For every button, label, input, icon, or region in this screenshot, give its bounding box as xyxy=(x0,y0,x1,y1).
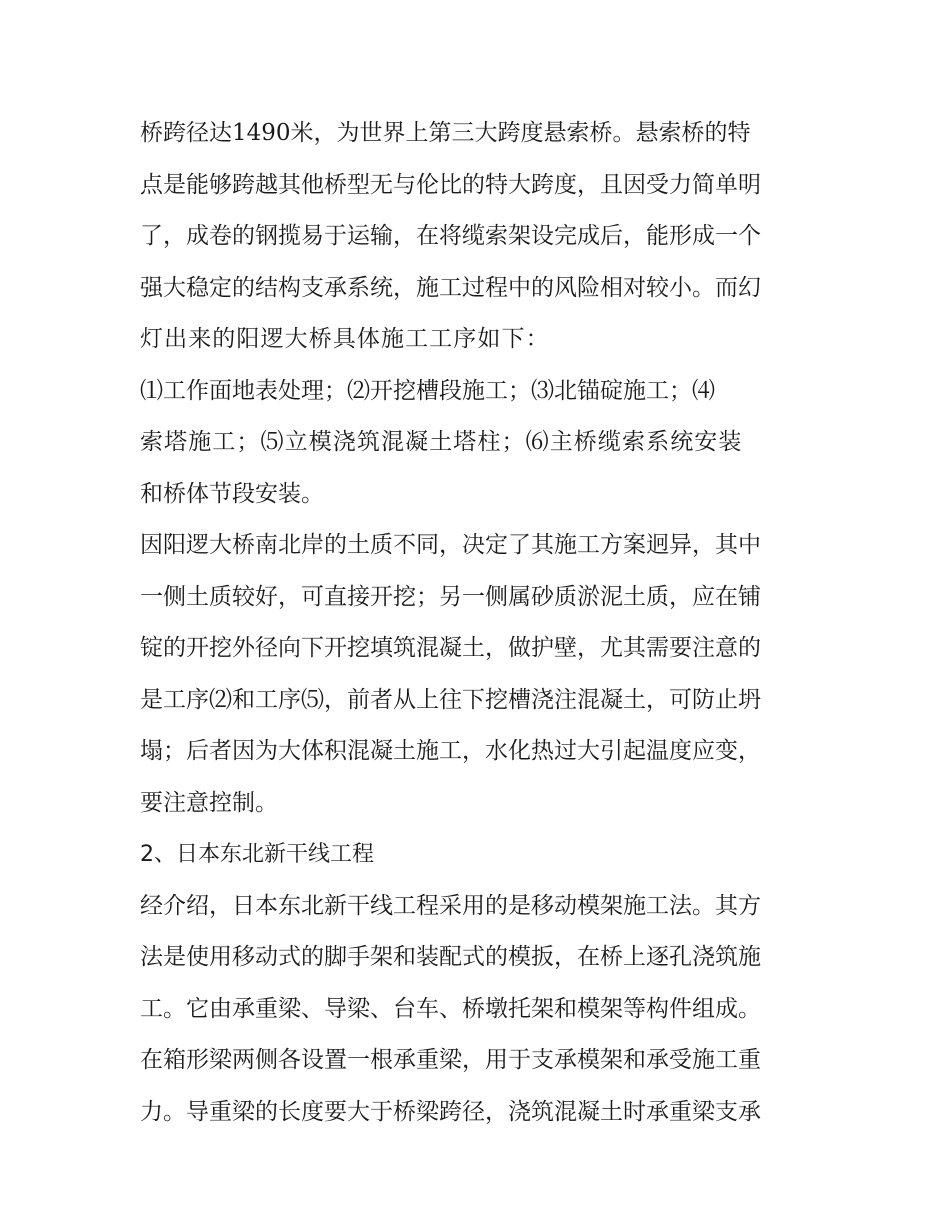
paragraph-soil-conditions xyxy=(140,520,820,829)
text-line: 一侧土质较好，可直接开挖；另一侧属砂质淤泥土质，应在铺 xyxy=(140,583,761,610)
section-title: 2、日本东北新干线工程 xyxy=(140,842,374,867)
text-line: 经介绍，日本东北新干线工程采用的是移动模架施工法。其方 xyxy=(140,892,761,919)
text-line: 锭的开挖外径向下开挖填筑混凝土，做护壁，尤其需要注意的 xyxy=(140,635,761,661)
text-line: 点是能够跨越其他桥型无与伦比的特大跨度，且因受力简单明 xyxy=(140,171,761,198)
text-line: 塌；后者因为大体积混凝土施工，水化热过大引起温度应变， xyxy=(140,738,761,764)
text-line: 和桥体节段安装。 xyxy=(140,480,324,507)
section-heading xyxy=(140,829,820,881)
paragraph-shinkansen-method xyxy=(140,881,820,1139)
text-line: 因阳逻大桥南北岸的土质不同，决定了其施工方案迥异，其中 xyxy=(140,532,761,558)
paragraph-yangluo-bridge-intro xyxy=(140,108,820,366)
text-line: 桥跨径达1490米，为世界上第三大跨度悬索桥。悬索桥的特 xyxy=(140,120,751,146)
text-line: ⑴工作面地表处理；⑵开挖槽段施工；⑶北锚碇施工；⑷ xyxy=(140,377,715,404)
text-line: 工。它由承重梁、导梁、台车、桥墩托架和模架等构件组成。 xyxy=(140,995,761,1022)
text-line: 法是使用移动式的脚手架和装配式的模扳，在桥上逐孔浇筑施 xyxy=(140,944,761,970)
paragraph-construction-steps xyxy=(140,366,820,521)
text-line: 灯出来的阳逻大桥具体施工工序如下： xyxy=(140,326,550,352)
text-line: 力。导重梁的长度要大于桥梁跨径，浇筑混凝土时承重梁支承 xyxy=(140,1098,761,1125)
text-line: 强大稳定的结构支承系统，施工过程中的风险相对较小。而幻 xyxy=(140,274,761,301)
text-line: 了，成卷的钢揽易于运输，在将缆索架设完成后，能形成一个 xyxy=(140,223,761,249)
text-line: 索塔施工；⑸立模浇筑混凝土塔柱；⑹主桥缆索系统安装 xyxy=(140,429,743,455)
text-line: 在箱形梁两侧各设置一根承重梁，用于支承模架和承受施工重 xyxy=(140,1047,761,1073)
text-line: 是工序⑵和工序⑸，前者从上往下挖槽浇注混凝土，可防止坍 xyxy=(140,686,761,713)
text-line: 要注意控制。 xyxy=(140,789,278,816)
document-body xyxy=(140,108,820,1138)
